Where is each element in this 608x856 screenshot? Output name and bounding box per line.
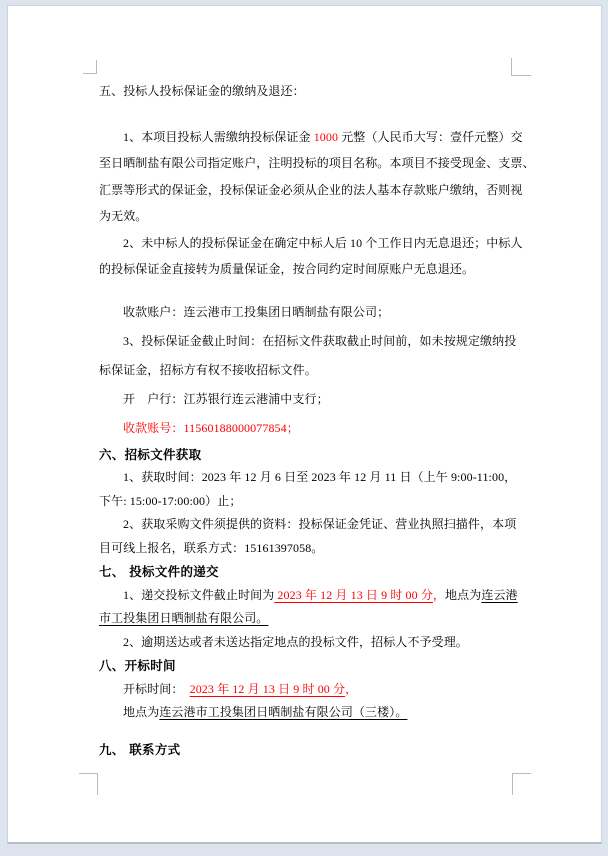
opening-location-line (99, 701, 535, 725)
bank-name (99, 385, 535, 414)
text-run: 2、未中标人的投标保证金在确定中标人后 10 个工作日内无息退还；中标人 (123, 235, 523, 250)
para-bond-deadline (99, 327, 535, 356)
text-run: 地点为 (123, 705, 160, 719)
text-run: 至日晒制盐有限公司指定账户，注明投标的项目名称。本项目不接受现金、支票、 (99, 156, 535, 170)
text-run: 地点为 (445, 587, 482, 602)
text-run: 汇票等形式的保证金，投标保证金必须从企业的法人基本存款账户缴纳，否则视 (99, 182, 523, 197)
account-number (99, 414, 535, 443)
section-7-heading (99, 560, 535, 584)
para-bond-payment (99, 203, 535, 230)
opening-time-line (99, 678, 535, 702)
section-8-heading (99, 654, 535, 678)
text-boundary-mark-bottom-right (512, 773, 531, 795)
section-5-heading (99, 78, 535, 105)
contact-phone-line (99, 537, 535, 561)
text-run: 2、获取采购文件须提供的资料：投标保证金凭证、营业执照扫描件，本项 (123, 517, 517, 531)
submission-location-line (99, 607, 535, 631)
emphasis-text: ， (345, 681, 358, 696)
emphasis-text: ， (432, 587, 446, 602)
payee-account-name (99, 298, 535, 327)
para-obtain-time (99, 466, 535, 490)
emphasis-text: 连云港市工投集团日晒制盐有限公司（三楼）。 (159, 705, 408, 719)
document-content (99, 78, 535, 761)
text-run: 1、获取时间：2023 年 12 月 6 日至 2023 年 12 月 11 日（上午 9:00-11:00， (123, 470, 517, 484)
section-9-heading (99, 738, 535, 762)
para-obtain-materials (99, 513, 535, 537)
emphasis-text: 收款账号：11560188000077854； (123, 420, 299, 435)
text-run: 开 户行：江苏银行连云港浦中支行； (123, 391, 329, 406)
text-run: 1、递交投标文件截止时间为 (123, 587, 275, 602)
text-run: 3、投标保证金截止时间：在招标文件获取截止时间前，如未按规定缴纳投 (123, 333, 517, 348)
para-obtain-time (99, 490, 535, 514)
text-run: 收款账户：连云港市工投集团日晒制盐有限公司； (123, 304, 390, 319)
text-run: 为无效。 (99, 209, 148, 223)
text-run: 下午: 15:00-17:00:00）止； (99, 493, 242, 508)
section-6-heading (99, 443, 535, 467)
text-run: 元整（人民币大写：壹仟元整）交 (338, 129, 523, 144)
text-run: 标保证金，招标方有权不接收招标文件。 (99, 362, 317, 377)
text-run: 五、投标人投标保证金的缴纳及退还： (99, 84, 305, 98)
para-bond-refund (99, 230, 535, 257)
text-run: 的投标保证金直接转为质量保证金，按合同约定时间原账户无息退还。 (99, 262, 475, 276)
document-page[interactable] (7, 5, 602, 844)
text-run: 2、逾期送达或者未送达指定地点的投标文件，招标人不予受理。 (123, 634, 468, 649)
para-bond-payment (99, 124, 535, 151)
para-bond-payment (99, 177, 535, 204)
emphasis-text: 1000 (313, 129, 339, 144)
emphasis-text: 2023 年 12 月 13 日 9 时 00 分 (274, 587, 433, 602)
text-run: 九、 联系方式 (99, 741, 181, 757)
text-run: 目可线上报名，联系方式：15161397058。 (99, 540, 324, 555)
para-bond-payment (99, 150, 535, 177)
emphasis-text: 2023 年 12 月 13 日 9 时 00 分 (189, 681, 346, 696)
text-run: 1、本项目投标人需缴纳投标保证金 (123, 129, 314, 144)
para-late-submission (99, 631, 535, 655)
para-bond-refund (99, 256, 535, 283)
text-run: 开标时间： (123, 681, 190, 696)
text-run: 六、招标文件获取 (99, 446, 202, 462)
submission-deadline-line (99, 584, 535, 608)
text-run: 七、 投标文件的递交 (99, 564, 219, 579)
text-boundary-mark-bottom-left (79, 773, 98, 795)
para-bond-deadline (99, 356, 535, 385)
text-boundary-mark-top-left (83, 60, 97, 74)
text-boundary-mark-top-right (511, 58, 531, 76)
emphasis-text: 连云港 (481, 587, 518, 602)
text-run: 八、开标时间 (99, 658, 176, 673)
emphasis-text: 市工投集团日晒制盐有限公司。 (99, 611, 269, 625)
